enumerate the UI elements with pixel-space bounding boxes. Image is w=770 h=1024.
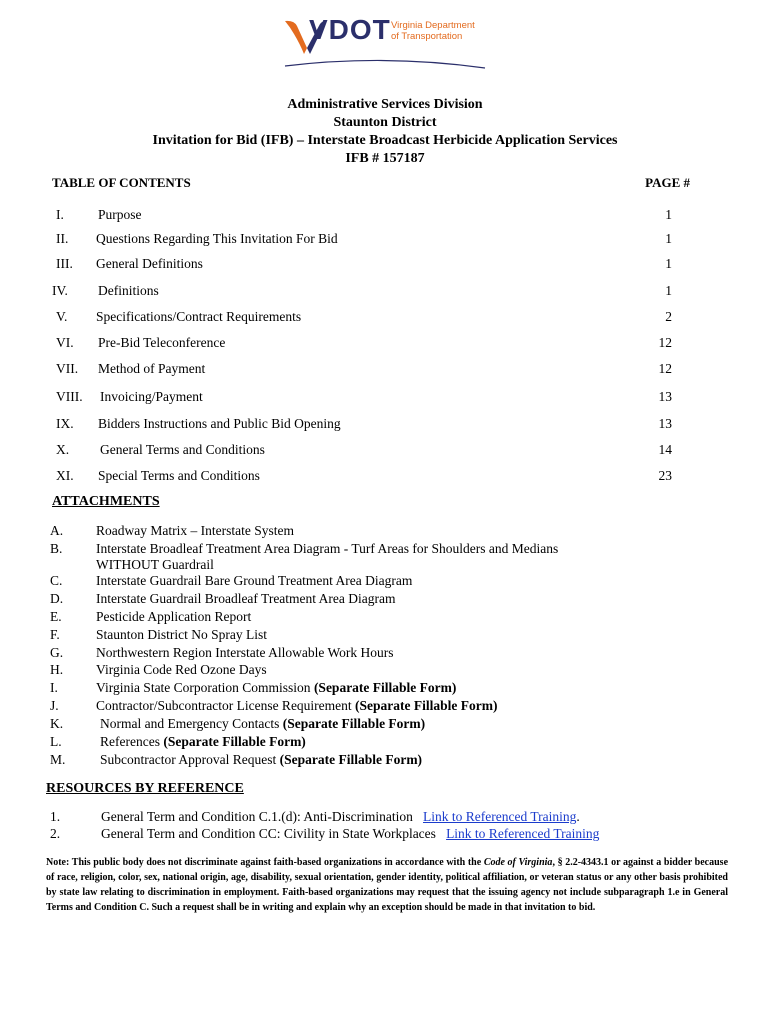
toc-title: General Terms and Conditions <box>100 442 265 457</box>
toc-page: 1 <box>665 231 672 246</box>
toc-num: V. <box>56 309 68 324</box>
attachment-title: Staunton District No Spray List <box>96 627 267 642</box>
attachment-note: (Separate Fillable Form) <box>282 716 426 731</box>
toc-row <box>0 468 770 486</box>
non-discrimination-note <box>46 855 728 915</box>
attachment-note: (Separate Fillable Form) <box>163 734 306 749</box>
toc-heading: TABLE OF CONTENTS <box>52 175 191 190</box>
attachment-letter: I. <box>50 680 58 695</box>
attachment-letter: C. <box>50 573 63 588</box>
resource-num: 2. <box>50 826 61 841</box>
toc-num: X. <box>56 442 70 457</box>
toc-num: I. <box>56 207 64 222</box>
toc-row <box>0 442 770 460</box>
attachment-title: Interstate Guardrail Broadleaf Treatment Area Diagram <box>96 591 396 606</box>
toc-page: 23 <box>658 468 672 483</box>
toc-row <box>0 283 770 301</box>
toc-title: Pre-Bid Teleconference <box>98 335 226 350</box>
toc-num: IV. <box>52 283 68 298</box>
ifb-title: Invitation for Bid (IFB) – Interstate Broadcast Herbicide Application Services <box>152 133 618 148</box>
attachment-text <box>100 715 425 733</box>
training-link[interactable]: Link to Referenced Training <box>423 809 577 824</box>
training-link[interactable]: Link to Referenced Training <box>446 826 600 841</box>
attachment-title: Roadway Matrix – Interstate System <box>96 523 294 538</box>
toc-row <box>0 335 770 353</box>
toc-num: III. <box>56 256 73 271</box>
attachment-title: References <box>100 734 164 749</box>
attachment-letter: L. <box>50 734 62 749</box>
resource-text <box>101 826 599 842</box>
attachment-letter: M. <box>50 752 66 767</box>
attachment-letter: F. <box>50 627 60 642</box>
attachment-text <box>96 679 456 697</box>
attachment-text <box>96 522 294 540</box>
attachment-note: (Separate Fillable Form) <box>355 698 498 713</box>
attachment-title: Interstate Guardrail Bare Ground Treatment Area Diagram <box>96 573 413 588</box>
toc-page-heading: PAGE # <box>645 175 690 190</box>
toc-title: Questions Regarding This Invitation For Bid <box>96 231 338 246</box>
toc-page: 1 <box>665 256 672 271</box>
attachment-title: WITHOUT Guardrail <box>96 557 214 572</box>
toc-row <box>0 207 770 225</box>
toc-page: 1 <box>665 283 672 298</box>
attachment-text <box>96 644 393 662</box>
toc-title: Purpose <box>98 207 142 222</box>
attachment-title: Normal and Emergency Contacts <box>100 716 283 731</box>
toc-title: Bidders Instructions and Public Bid Opening <box>98 416 341 431</box>
attachment-title: Interstate Broadleaf Treatment Area Diagram - Turf Areas for Shoulders and Medians <box>96 541 559 556</box>
attachment-letter: E. <box>50 609 62 624</box>
note-suffix: , § 2.2-4343.1 or against a bidder because of race, religion, color, sex, national origin, age, disability, sexual orientation, gender identity, political affiliation, or veteran status or any other basis prohibited by state law relating to discrimination in employment. Faith-based organizations may request that the issuing agency not include subparagraph 1.e in General Terms and Condition C. Such a request shall be in writing and explain why an exception should be made in that invitation to bid. <box>46 857 729 913</box>
note-code-reference: Code of Virginia <box>483 857 553 868</box>
toc-row <box>0 309 770 327</box>
toc-title: General Definitions <box>96 256 203 271</box>
attachment-title: Northwestern Region Interstate Allowable Work Hours <box>96 645 394 660</box>
attachments-heading: ATTACHMENTS <box>52 494 160 509</box>
toc-title: Method of Payment <box>98 361 206 376</box>
attachment-title: Virginia Code Red Ozone Days <box>96 662 267 677</box>
resources-heading: RESOURCES BY REFERENCE <box>46 781 244 796</box>
toc-num: IX. <box>56 416 74 431</box>
toc-page: 12 <box>658 335 672 350</box>
attachment-text <box>96 572 412 590</box>
logo-subtitle <box>391 20 475 42</box>
toc-page: 2 <box>665 309 672 324</box>
toc-page: 12 <box>658 361 672 376</box>
attachment-letter: D. <box>50 591 64 606</box>
attachment-text <box>96 590 396 608</box>
toc-row <box>0 416 770 434</box>
attachment-note: (Separate Fillable Form) <box>279 752 423 767</box>
attachment-title: Subcontractor Approval Request <box>100 752 280 767</box>
attachment-text <box>100 733 306 751</box>
logo-subtitle-line1: Virginia Department <box>391 20 475 31</box>
resource-title: General Term and Condition C.1.(d): Anti-Discrimination <box>101 809 413 824</box>
toc-page: 14 <box>658 442 672 457</box>
district-heading: Staunton District <box>333 115 437 130</box>
attachment-title: Virginia State Corporation Commission <box>96 680 314 695</box>
toc-num: VIII. <box>56 389 83 404</box>
toc-title: Special Terms and Conditions <box>98 468 260 483</box>
toc-page: 13 <box>658 416 672 431</box>
attachment-title: Contractor/Subcontractor License Requirement <box>96 698 356 713</box>
attachment-letter: G. <box>50 645 64 660</box>
attachment-text <box>96 608 251 626</box>
attachment-text <box>96 556 214 574</box>
toc-num: XI. <box>56 468 74 483</box>
toc-row <box>0 231 770 249</box>
attachment-text <box>96 626 267 644</box>
attachment-letter: J. <box>50 698 59 713</box>
toc-row <box>0 256 770 274</box>
attachment-text <box>96 697 498 715</box>
logo-subtitle-line2: of Transportation <box>391 31 463 42</box>
resource-text: General Term and Condition C.1.(d): Anti-Discrimination Link to Referenced Training. <box>101 809 580 824</box>
attachment-title: Pesticide Application Report <box>96 609 252 624</box>
toc-num: VII. <box>56 361 79 376</box>
toc-page: 13 <box>658 389 672 404</box>
toc-num: II. <box>56 231 69 246</box>
attachment-text <box>100 751 422 769</box>
toc-page: 1 <box>665 207 672 222</box>
toc-row <box>0 389 770 407</box>
attachment-letter: H. <box>50 662 64 677</box>
toc-row <box>0 361 770 379</box>
toc-title: Definitions <box>98 283 159 298</box>
attachment-letter: K. <box>50 716 64 731</box>
toc-title: Specifications/Contract Requirements <box>96 309 302 324</box>
attachment-note: (Separate Fillable Form) <box>313 680 457 695</box>
ifb-number: IFB # 157187 <box>345 151 425 166</box>
attachment-letter: B. <box>50 541 63 556</box>
attachment-text <box>96 540 558 558</box>
division-heading: Administrative Services Division <box>287 97 483 112</box>
toc-num: VI. <box>56 335 74 350</box>
resource-num: 1. <box>50 809 61 824</box>
toc-title: Invoicing/Payment <box>100 389 203 404</box>
note-prefix: Note: This public body does not discriminate against faith-based organizations in accordance with the <box>46 857 484 868</box>
attachment-text <box>96 661 267 679</box>
logo-wordmark: VDOT <box>309 14 391 45</box>
attachment-letter: A. <box>50 523 64 538</box>
resource-title: General Term and Condition CC: Civility in State Workplaces <box>101 826 436 841</box>
